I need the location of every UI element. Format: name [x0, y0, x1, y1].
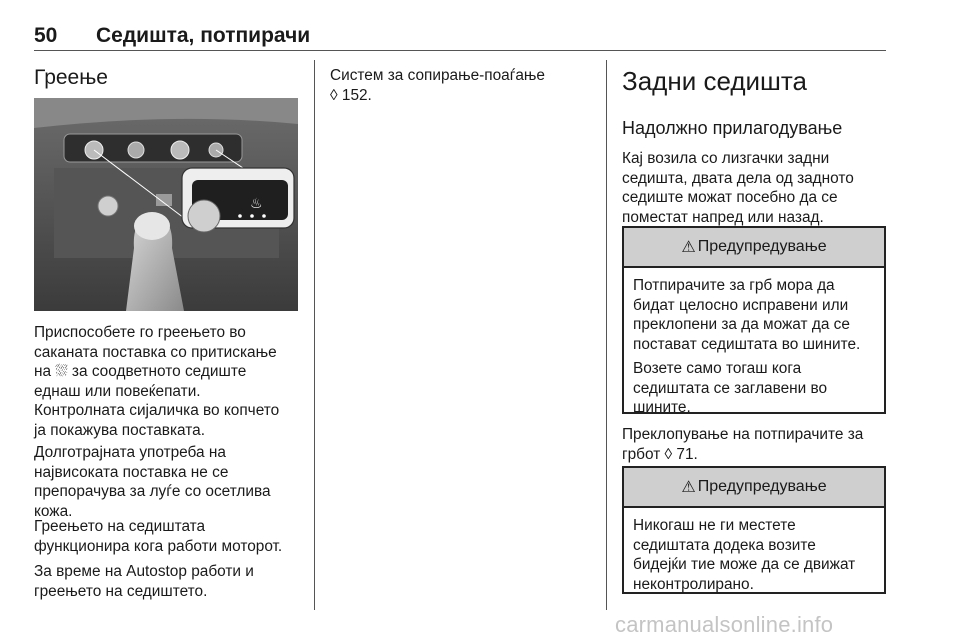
- text-line: кожа.: [34, 502, 73, 520]
- page-link[interactable]: ◊ 152.: [330, 86, 372, 104]
- stop-start-reference: [330, 66, 590, 105]
- text-line: Греењето на седиштата: [34, 518, 206, 535]
- text-line: За време на Autostop работи и: [34, 563, 254, 580]
- text-line: поместат напред или назад.: [622, 208, 824, 226]
- text-line: Контролната сијаличка во копчето: [34, 402, 280, 419]
- warning-triangle-icon: ⚠: [681, 479, 696, 496]
- text-line: Возете само тогаш кога: [633, 360, 802, 377]
- heating-heading: Греење: [34, 66, 108, 89]
- text-line: неконтролирано.: [633, 575, 754, 593]
- page-link[interactable]: грбот ◊ 71.: [622, 445, 698, 463]
- console-drawing: [34, 98, 298, 311]
- text-line: седиштата додека возите: [633, 536, 816, 554]
- seat-heating-illustration: [34, 98, 298, 311]
- text-line: Кај возила со лизгачки задни: [622, 150, 830, 167]
- backrest-folding-reference: [622, 425, 886, 464]
- text-line: бидат целосно исправени или: [633, 296, 849, 314]
- warning-header: [624, 468, 884, 508]
- svg-text:♨: ♨: [250, 196, 263, 212]
- text-line: функционира кога работи моторот.: [34, 537, 283, 555]
- text-line: седиште можат посебно да се: [622, 189, 838, 206]
- text-line: на ⛆ за соодветното седиште: [34, 363, 247, 380]
- text-line: шините.: [633, 399, 691, 416]
- text-line: Потпирачите за грб мора да: [633, 277, 835, 294]
- text-line: Преклопување на потпирачите за: [622, 426, 864, 443]
- rear-seats-title: Задни седишта: [622, 66, 807, 96]
- warning-paragraph: [633, 359, 875, 418]
- heating-paragraph-4: [34, 562, 304, 601]
- text-line: еднаш или повеќепати.: [34, 382, 201, 400]
- column-divider-1: [314, 60, 315, 610]
- text-line: преклопени за да можат да се: [633, 316, 850, 333]
- watermark[interactable]: carmanualsonline.info: [615, 612, 834, 637]
- header-rule: [34, 50, 886, 51]
- warning-paragraph: [633, 516, 875, 594]
- warning-label: Предупредување: [697, 478, 827, 495]
- text-line: ја покажува поставката.: [34, 421, 205, 439]
- warning-body: [624, 268, 884, 418]
- warning-box-1: [622, 226, 886, 414]
- heating-paragraph-2: [34, 443, 304, 521]
- longitudinal-adjustment-subtitle: Надолжно прилагодување: [622, 118, 843, 138]
- page-number: 50: [34, 24, 58, 47]
- text-line: бидејќи тие може да се движат: [633, 556, 856, 573]
- section-title: Седишта, потпирачи: [96, 24, 311, 47]
- column-divider-2: [606, 60, 607, 610]
- text-line: препорачува за луѓе со осетлива: [34, 483, 271, 500]
- warning-paragraph: [633, 276, 875, 354]
- text-line: седиштата се заглавени во: [633, 379, 828, 397]
- text-line: Приспособете го греењето во: [34, 324, 246, 341]
- text-line: саканата поставка со притискање: [34, 343, 277, 361]
- text-line: греењето на седиштето.: [34, 582, 208, 600]
- text-line: највисоката поставка не се: [34, 463, 229, 481]
- warning-triangle-icon: ⚠: [681, 239, 696, 256]
- warning-header: [624, 228, 884, 268]
- text-line: Никогаш не ги местете: [633, 517, 796, 534]
- warning-body: [624, 508, 884, 594]
- page-header: [34, 24, 310, 48]
- text-line: седишта, двата дела од задното: [622, 169, 854, 187]
- rear-seats-intro: [622, 149, 886, 227]
- text-line: поставaт седиштата во шините.: [633, 335, 861, 353]
- heating-paragraph-3: [34, 517, 304, 556]
- text-line: Систем за сопирање-поаѓање: [330, 67, 545, 84]
- warning-label: Предупредување: [697, 238, 827, 255]
- heating-paragraph-1: [34, 323, 304, 440]
- text-line: Долготрајната употреба на: [34, 444, 226, 461]
- warning-box-2: [622, 466, 886, 594]
